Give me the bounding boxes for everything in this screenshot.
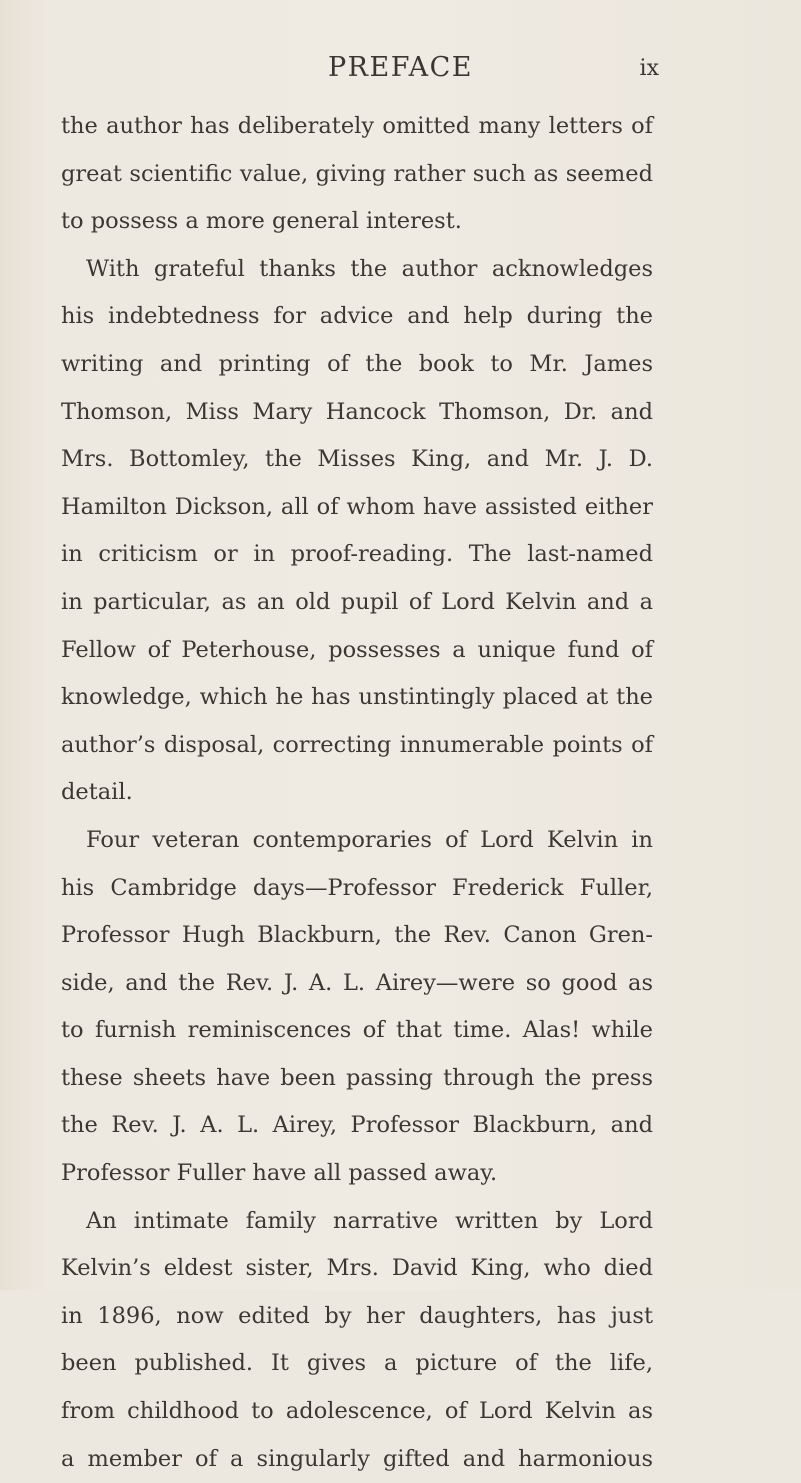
text-line: been published. It gives a picture of the life, bbox=[61, 1350, 653, 1377]
text-line: in criticism or in proof-reading. The last-named bbox=[61, 541, 653, 568]
text-line: knowledge, which he has unstintingly placed at the bbox=[61, 684, 653, 711]
running-title: PREFACE bbox=[328, 52, 473, 83]
text-line: Mrs. Bottomley, the Misses King, and Mr. J. D. bbox=[61, 446, 653, 473]
text-line: An intimate family narrative written by Lord bbox=[86, 1207, 653, 1234]
text-line: Four veteran contemporaries of Lord Kelvin in bbox=[86, 826, 653, 853]
text-line: great scientific value, giving rather such as seemed bbox=[61, 160, 653, 187]
text-line: his Cambridge days—Professor Frederick Fuller, bbox=[61, 874, 653, 901]
text-line: Professor Fuller have all passed away. bbox=[61, 1160, 498, 1187]
text-line: in particular, as an old pupil of Lord Kelvin and a bbox=[61, 588, 653, 615]
text-line: the author has deliberately omitted many letters of bbox=[61, 113, 653, 139]
text-line: to furnish reminiscences of that time. Alas! while bbox=[61, 1017, 653, 1044]
text-line: a member of a singularly gifted and harmonious bbox=[61, 1445, 653, 1472]
text-line: author’s disposal, correcting innumerable points of bbox=[61, 731, 653, 758]
body-text bbox=[61, 103, 653, 1483]
text-line: from childhood to adolescence, of Lord Kelvin as bbox=[61, 1398, 653, 1425]
page-header bbox=[0, 52, 801, 92]
text-line: Thomson, Miss Mary Hancock Thomson, Dr. and bbox=[61, 398, 653, 425]
text-line: With grateful thanks the author acknowledges bbox=[86, 255, 653, 282]
text-line: side, and the Rev. J. A. L. Airey—were so good as bbox=[61, 969, 653, 996]
text-line: these sheets have been passing through the press bbox=[61, 1064, 653, 1091]
text-line: Professor Hugh Blackburn, the Rev. Canon Gren- bbox=[61, 922, 653, 949]
text-line: Fellow of Peterhouse, possesses a unique fund of bbox=[61, 636, 653, 663]
text-line: in 1896, now edited by her daughters, has just bbox=[61, 1302, 653, 1329]
text-line: Kelvin’s eldest sister, Mrs. David King, who died bbox=[61, 1255, 653, 1282]
text-line: to possess a more general interest. bbox=[61, 208, 462, 235]
text-line: the Rev. J. A. L. Airey, Professor Blackburn, and bbox=[61, 1112, 653, 1139]
text-line: Hamilton Dickson, all of whom have assisted either bbox=[61, 493, 653, 520]
text-line: detail. bbox=[61, 779, 133, 806]
page-number: ix bbox=[639, 56, 659, 81]
text-line: his indebtedness for advice and help during the bbox=[61, 303, 653, 330]
text-line: writing and printing of the book to Mr. James bbox=[61, 350, 653, 377]
